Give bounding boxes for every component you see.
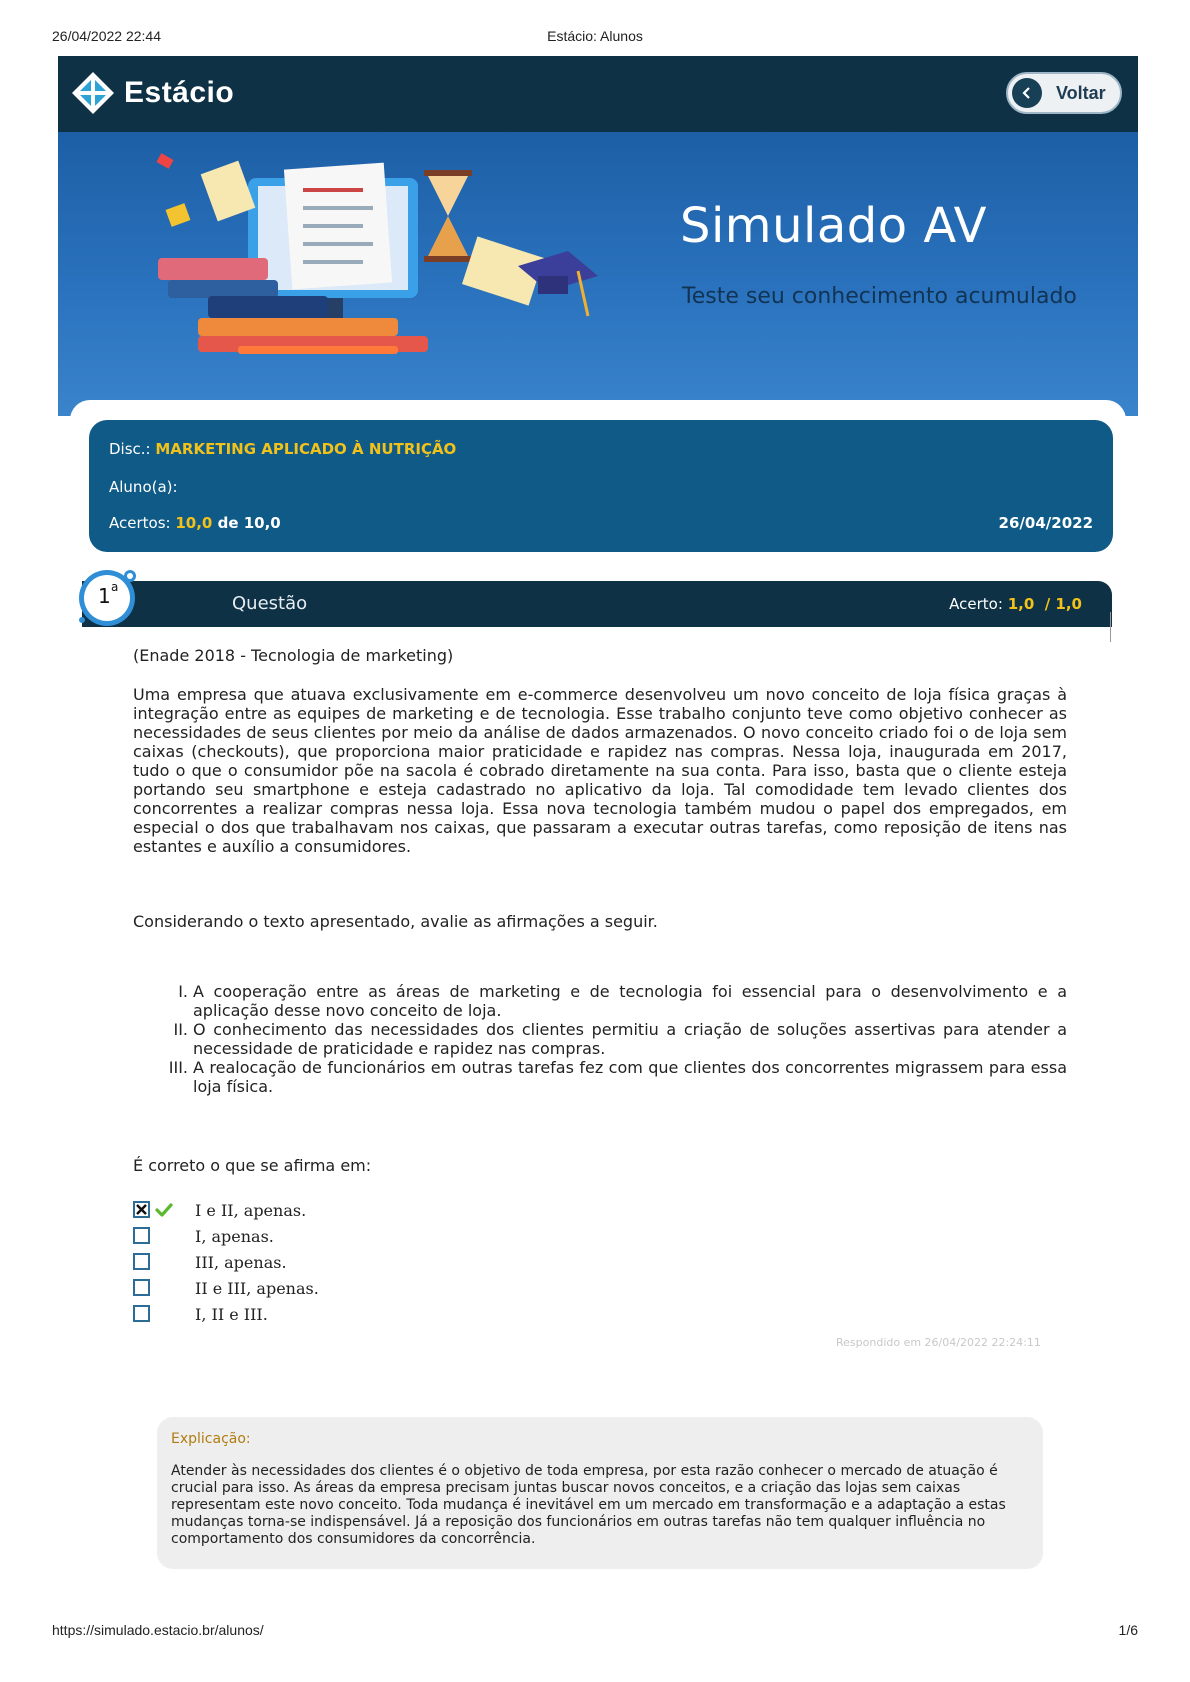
answer-option-label: I, apenas. [195,1227,274,1246]
statement-text: A cooperação entre as áreas de marketing e de tecnologia foi essencial para o desenvolvimento e a aplicação desse novo conceito de loja. [193,982,1067,1020]
correct-check-icon [155,1202,173,1218]
question-number-suffix: a [111,580,119,594]
answer-checkbox[interactable] [133,1279,150,1296]
chevron-left-icon [1012,78,1042,108]
banner-subtitle: Teste seu conhecimento acumulado [682,284,1077,309]
x-mark-icon [135,1203,148,1216]
statements-list [133,982,1067,1096]
statement-item [133,1020,1067,1058]
statement-number: III. [168,1058,188,1077]
explanation-box [157,1417,1043,1569]
question-text: Uma empresa que atuava exclusivamente em e-commerce desenvolveu um novo conceito de loja física graças à integração entre as equipes de marketing e de tecnologia. Esse trabalho conjunto teve como objetivo conhecer as necessidades de seus clientes por meio da análise de dados armazenados. O novo conceito criado foi o de loja sem caixas (checkouts), que proporciona maior praticidade e rapidez nas compras. Nessa loja, inaugurada em 2017, tudo o que o consumidor põe na sacola é cobrado diretamente na sua conta. Para isso, basta que o cliente esteja portando seu smartphone e esteja cadastrado no aplicativo da loja. Tal comodidade tem levado clientes dos concorrentes a realizar compras nessa loja. Essa nova tecnologia também mudou o papel dos empregados, em especial o dos que trabalhavam nos caixas, que passaram a executar outras tarefas, como reposição de itens nas estantes e auxílio a consumidores. [133,685,1067,856]
exam-date: 26/04/2022 [998,514,1093,532]
answer-checkbox[interactable] [133,1227,150,1244]
answer-option-label: II e III, apenas. [195,1279,319,1298]
question-instruction: Considerando o texto apresentado, avalie as afirmações a seguir. [133,912,658,931]
question-body [133,646,1067,1324]
question-number: 1 [98,584,111,608]
explanation-text: Atender às necessidades dos clientes é o objetivo de toda empresa, por esta razão conhecer o mercado de atuação é crucial para isso. As áreas da empresa precisam juntas buscar novos conceitos, e a criação das lojas sem caixas representam este novo conceito. Toda mudança é inevitável em um mercado em transformação e a adaptação a estas mudanças torna-se indispensável. Já a reposição dos funcionários em outras tarefas não tem qualquer influência no comportamento dos consumidores da concorrência. [171,1463,1006,1547]
statement-item [133,1058,1067,1096]
answer-checkbox[interactable] [133,1253,150,1270]
question-header [82,581,1112,627]
score-total: de 10,0 [212,514,281,532]
student-row [109,478,178,496]
question-score-separator: / [1034,595,1056,613]
score-label: Acertos: [109,514,176,532]
answer-checkbox[interactable] [133,1305,150,1322]
question-score [949,595,1082,613]
banner-bottom-curve [70,400,1126,416]
discipline-label: Disc.: [109,440,156,458]
back-button-label: Voltar [1056,82,1106,103]
print-header [52,28,1138,48]
question-score-max: 1,0 [1055,595,1082,613]
brand-name: Estácio [124,76,235,109]
statement-text: O conhecimento das necessidades dos clientes permitiu a criação de soluções assertivas para atender a necessidade de praticidade e rapidez nas compras. [193,1020,1067,1058]
question-title: Questão [232,593,308,614]
question-score-value: 1,0 [1007,595,1035,613]
study-illustration [98,146,618,386]
back-button[interactable] [1006,72,1122,114]
discipline-row [109,440,456,458]
brand-logo[interactable] [70,68,234,118]
statement-item [133,982,1067,1020]
statement-number: II. [173,1020,188,1039]
statement-text: A realocação de funcionários em outras tarefas fez com que clientes dos concorrentes migrassem para essa loja física. [193,1058,1067,1096]
score-row [109,514,281,532]
question-score-label: Acerto: [949,595,1008,613]
student-label: Aluno(a): [109,478,178,496]
hero-banner [58,132,1138,416]
answered-timestamp: Respondido em 26/04/2022 22:24:11 [836,1336,1041,1349]
question-number-badge [78,566,140,628]
banner-title: Simulado AV [680,198,987,254]
answer-checkbox-checked[interactable] [133,1201,150,1218]
top-navigation [58,56,1138,132]
answer-option-label: I e II, apenas. [195,1201,307,1220]
statement-number: I. [178,982,188,1001]
answer-option-label: III, apenas. [195,1253,287,1272]
print-datetime: 26/04/2022 22:44 [52,28,161,44]
print-url: https://simulado.estacio.br/alunos/ [52,1622,264,1638]
header-fold-line [1110,612,1111,642]
exam-info-card [89,420,1113,552]
print-footer [52,1622,1138,1642]
question-source: (Enade 2018 - Tecnologia de marketing) [133,646,454,665]
estacio-logo-icon [70,70,116,116]
question-prompt: É correto o que se afirma em: [133,1156,372,1175]
score-value: 10,0 [175,514,213,532]
answer-option-label: I, II e III. [195,1305,268,1324]
print-page-number: 1/6 [1118,1622,1138,1638]
discipline-value: MARKETING APLICADO À NUTRIÇÃO [155,440,457,458]
explanation-title: Explicação: [171,1431,251,1447]
print-page-title: Estácio: Alunos [547,28,643,44]
